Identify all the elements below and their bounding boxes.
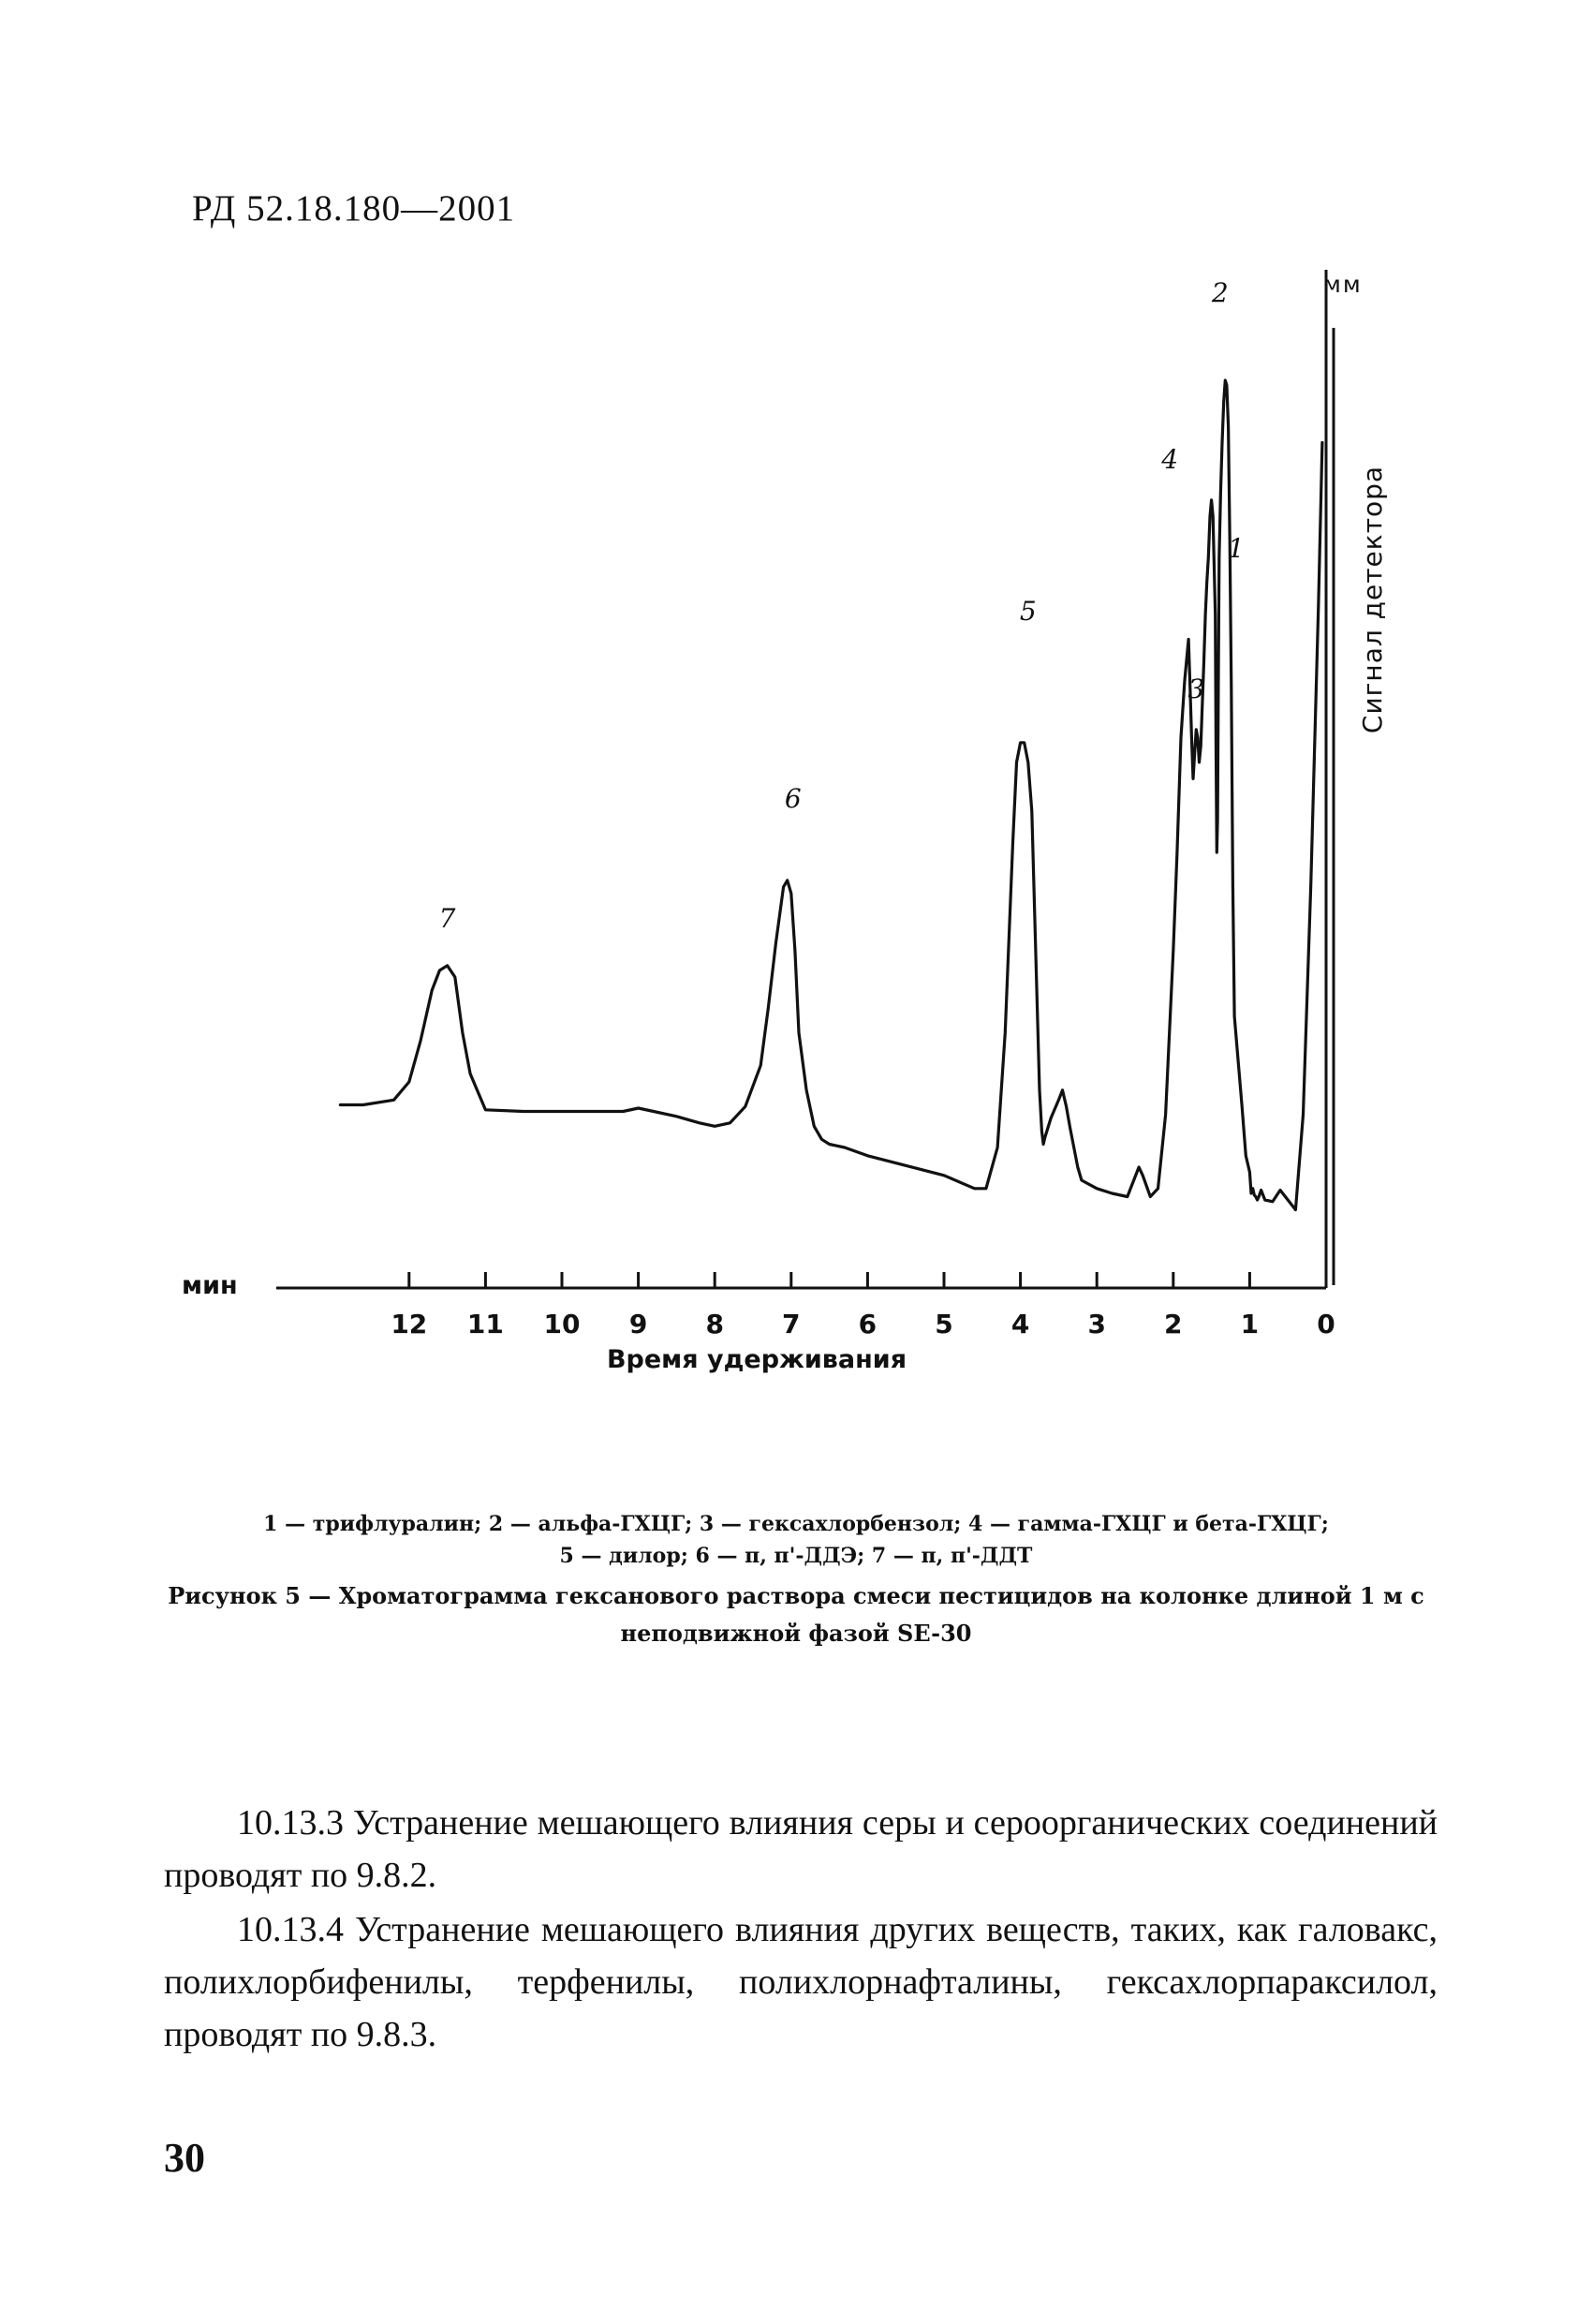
legend-line-2: 5 — дилор; 6 — п, п'-ДДЭ; 7 — п, п'-ДДТ (559, 1544, 1033, 1568)
figure-caption: Рисунок 5 — Хроматограмма гексанового раствора смеси пестицидов на колонке длиной 1 м с неподвижной фазой SE-30 (168, 1582, 1424, 1647)
x-axis-title: Время удерживания (606, 1345, 907, 1374)
paragraph-10-13-4: 10.13.4 Устранение мешающего влияния других веществ, таких, как галовакс, полихлорбифенилы, терфенилы, полихлорнафталины, гексахлорпараксилол, проводят по 9.8.3. (164, 1910, 1438, 2054)
x-tick-label: 4 (1010, 1309, 1030, 1340)
peak-label-1: 1 (1228, 533, 1245, 564)
x-tick-label: 11 (466, 1309, 504, 1340)
x-tick-label: 2 (1164, 1309, 1183, 1340)
x-tick-label: 10 (543, 1309, 581, 1340)
legend-line-1: 1 — трифлуралин; 2 — альфа-ГХЦГ; 3 — гексахлорбензол; 4 — гамма-ГХЦГ и бета-ГХЦГ; (263, 1512, 1329, 1536)
document-code: РД 52.18.180—2001 (192, 188, 516, 229)
x-tick-label: 0 (1317, 1309, 1335, 1340)
x-tick-label: 6 (858, 1309, 878, 1340)
x-tick-label: 9 (628, 1309, 648, 1340)
x-tick-label: 8 (705, 1309, 724, 1340)
peak-label-6: 6 (784, 783, 802, 814)
peak-label-7: 7 (438, 903, 456, 934)
figure-legend (159, 1508, 1433, 1652)
paragraph-10-13-3: 10.13.3 Устранение мешающего влияния серы и сероорганических соединений проводят по 9.8.2. (164, 1803, 1438, 1895)
peak-label-2: 2 (1211, 277, 1229, 308)
x-tick-label: 5 (935, 1309, 953, 1340)
page-number: 30 (164, 2135, 205, 2181)
chromatogram-trace-group (340, 380, 1322, 1210)
peak-label-3: 3 (1187, 674, 1205, 704)
y-axis-title: Сигнал детектора (1357, 465, 1388, 734)
x-tick-label: 1 (1240, 1309, 1260, 1340)
x-tick-label: 12 (391, 1309, 428, 1340)
chromatogram-trace (340, 380, 1322, 1210)
x-axis (276, 1272, 1335, 1340)
peak-label-4: 4 (1161, 444, 1179, 475)
x-tick-label: 3 (1087, 1309, 1106, 1340)
y-axis (1326, 270, 1334, 1288)
x-tick-label: 7 (782, 1309, 801, 1340)
peak-label-5: 5 (1019, 596, 1037, 627)
x-axis-unit: мин (182, 1271, 238, 1300)
y-axis-unit: мм (1323, 271, 1363, 298)
peak-labels (439, 277, 1245, 934)
